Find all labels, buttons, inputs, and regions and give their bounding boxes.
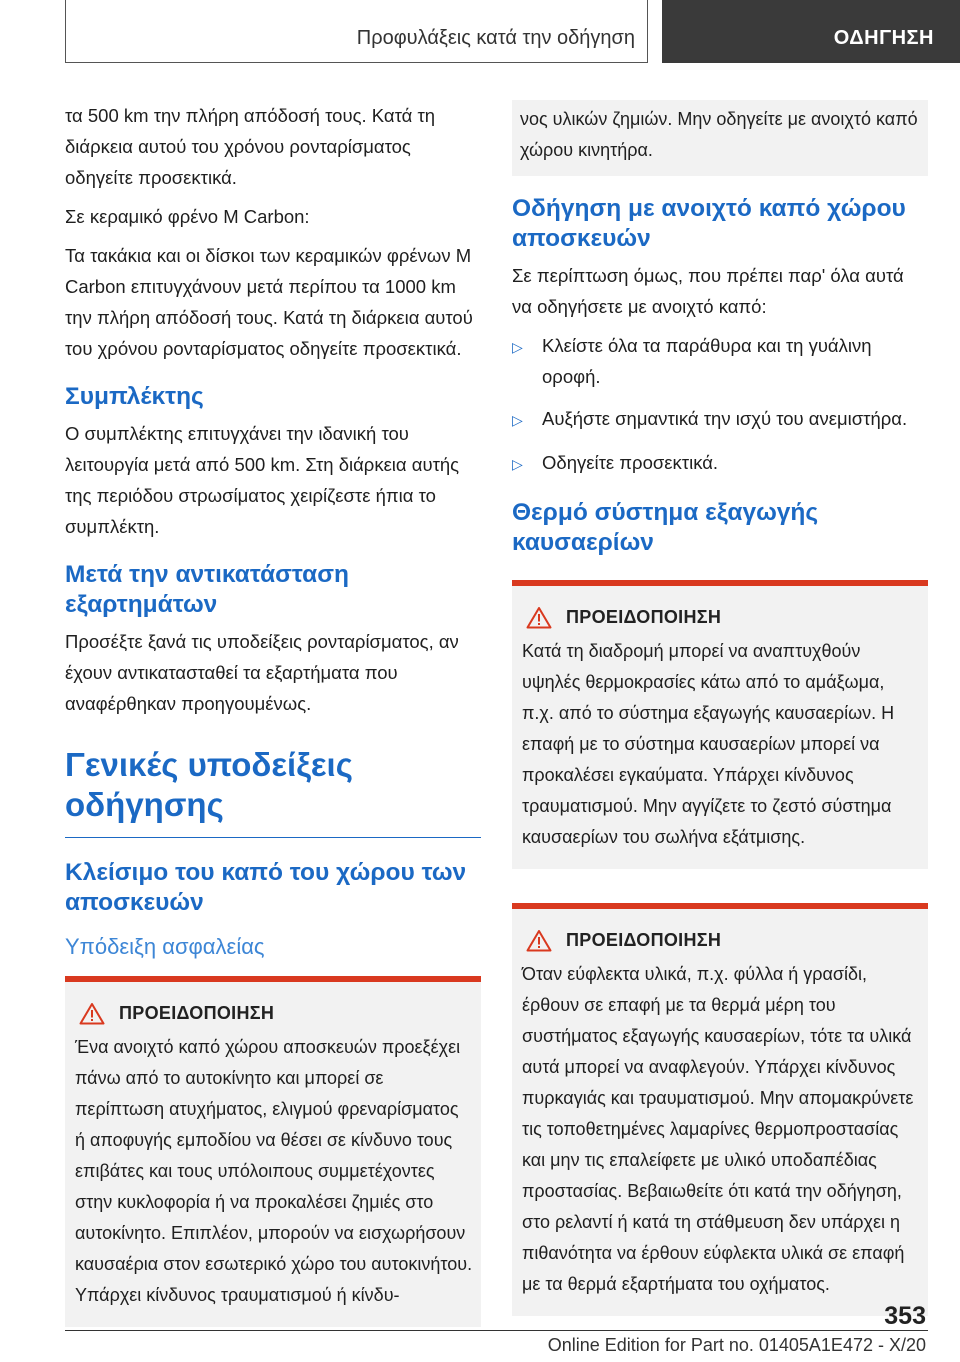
warning-label: ΠΡΟΕΙΔΟΠΟΙΗΣΗ (566, 606, 722, 627)
footer-rule (65, 1330, 928, 1331)
warning-text: νος υλικών ζημιών. Μην οδηγείτε με ανοιχτό καπό χώρου κινητήρα. (520, 109, 918, 160)
triangle-right-icon: ▷ (512, 456, 523, 472)
paragraph: Σε περίπτωση όμως, που πρέπει παρ' όλα αυτά να οδηγήσετε με ανοιχτό καπό: (512, 265, 904, 317)
triangle-right-icon: ▷ (512, 412, 523, 428)
heading-trunk-lid: Κλείσιμο του καπό του χώρου των αποσκευών (65, 859, 467, 916)
footer-edition: Online Edition for Part no. 01405A1E472 - X/20 (547, 1335, 926, 1355)
warning-text: Ένα ανοιχτό καπό χώρου αποσκευών προεξέχει πάνω από το αυτοκίνητο και μπορεί σε περίπτωση ατυχήματος, ελιγμού φρεναρίσματος ή αποφυγής εμποδίου να θέσει σε κίνδυνο τους επιβάτες και τους υπόλοιπους συμμετέχοντες στην κυκλοφορία ή να προκαλέσει ζημιές στο αυτοκίνητο. Επιπλέον, μπορούν να εισχωρήσουν καυσαέρια στον εσωτερικό χώρο του αυτοκινήτου. Υπάρχει κίνδυνος τραυματισμού ή κίνδυ- (75, 1037, 473, 1305)
warning-triangle-icon (75, 1000, 109, 1026)
paragraph: τα 500 km την πλήρη απόδοσή τους. Κατά τη διάρκεια αυτού του χρόνου ρονταρίσματος οδηγείτε προσεκτικά. (65, 105, 436, 188)
warning-triangle-icon (522, 927, 556, 953)
heading-driving-open-lid: Οδήγηση με ανοιχτό καπό χώρου αποσκευών (512, 195, 906, 252)
warning-triangle-icon (522, 604, 556, 630)
warning-text: Όταν εύφλεκτα υλικά, π.χ. φύλλα ή γρασίδι, έρθουν σε επαφή με τα θερμά μέρη του συστήματος εξαγωγής καυσαερίων, τότε τα υλικά αυτά μπορεί να αναφλεγούν. Υπάρχει κίνδυνος πυρκαγιάς και τραυματισμού. Μην απομακρύνετε τις τοποθετημένες λαμαρίνες θερμοπροστασίας και μην τις επαλείφετε με υλικό υποδαπέδιας προστασίας. Βεβαιωθείτε ότι κατά την οδήγηση, στο ρελαντί ή κατά τη στάθμευση δεν υπάρχει η πιθανότητα να έρθουν εύφλεκτα υλικά σε επαφή με τα θερμά εξαρτήματα του οχήματος. (522, 964, 914, 1294)
list-item-text: Κλείστε όλα τα παράθυρα και τη γυάλινη οροφή. (542, 335, 872, 387)
bullet-list (512, 330, 928, 480)
paragraph: Ο συμπλέκτης επιτυγχάνει την ιδανική του λειτουργία μετά από 500 km. Στη διάρκεια αυτής της περιόδου στρωσίματος χειρίζεστε ήπια το συμπλέκτη. (65, 423, 460, 537)
list-item-text: Αυξήστε σημαντικά την ισχύ του ανεμιστήρα. (542, 408, 908, 429)
warning-label: ΠΡΟΕΙΔΟΠΟΙΗΣΗ (119, 1002, 275, 1023)
warning-box (512, 580, 928, 869)
page-number: 353 (884, 1302, 926, 1330)
warning-text: Κατά τη διαδρομή μπορεί να αναπτυχθούν υψηλές θερμοκρασίες κάτω από το αμάξωμα, π.χ. από το σύστημα εξαγωγής καυσαερίων. Η επαφή με το σύστημα καυσαερίων μπορεί να προκαλέσει εγκαύματα. Υπάρχει κίνδυνος τραυματισμού. Μην αγγίζετε το ζεστό σύστημα καυσαερίων του σωλήνα εξάτμισης. (522, 641, 895, 847)
list-item (512, 330, 928, 392)
warning-box-continued (512, 100, 928, 176)
heading-general-driving: Γενικές υποδείξεις οδήγησης (65, 746, 353, 823)
left-column (65, 100, 481, 1327)
list-item (512, 447, 928, 480)
paragraph: Προσέξτε ξανά τις υποδείξεις ρονταρίσματος, αν έχουν αντικατασταθεί τα εξαρτήματα που αναφέρθηκαν προηγουμένως. (65, 631, 459, 714)
section-tab: ΟΔΗΓΗΣΗ (662, 0, 960, 63)
warning-box (65, 976, 481, 1327)
heading-hot-exhaust: Θερμό σύστημα εξαγωγής καυσαερίων (512, 499, 819, 556)
heading-after-replacement: Μετά την αντικατάσταση εξαρτημάτων (65, 561, 349, 618)
list-item (512, 403, 928, 436)
header-title: Προφυλάξεις κατά την οδήγηση (356, 27, 635, 49)
right-column (512, 100, 928, 1316)
triangle-right-icon: ▷ (512, 339, 523, 355)
warning-box (512, 903, 928, 1316)
list-item-text: Οδηγείτε προσεκτικά. (542, 452, 719, 473)
paragraph: Σε κεραμικό φρένο M Carbon: (65, 206, 310, 227)
heading-safety-note: Υπόδειξη ασφαλείας (65, 934, 265, 959)
paragraph: Τα τακάκια και οι δίσκοι των κεραμικών φρένων M Carbon επιτυγχάνουν μετά περίπου τα 1000 km την πλήρη απόδοσή τους. Κατά τη διάρκεια αυτού του χρόνου ρονταρίσματος οδηγείτε προσεκτικά. (65, 245, 473, 359)
heading-clutch: Συμπλέκτης (65, 383, 204, 410)
warning-label: ΠΡΟΕΙΔΟΠΟΙΗΣΗ (566, 929, 722, 950)
heading-rule (65, 837, 481, 838)
